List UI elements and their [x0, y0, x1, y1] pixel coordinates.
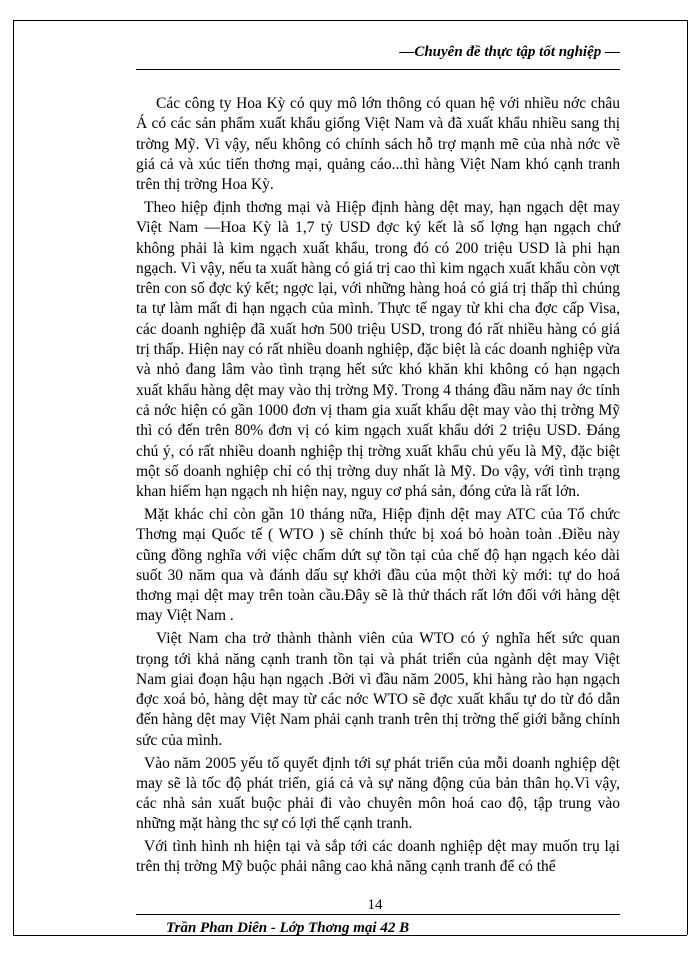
body-text	[136, 94, 620, 880]
page-border-left	[13, 20, 14, 935]
header-divider	[136, 69, 620, 70]
paragraph-5: Vào năm 2005 yếu tố quyết định tới sự phát triển của mỗi doanh nghiệp dệt may sẽ là tốc độ phát triển, giá cả và sự năng động của bản thân họ.Vì vậy, các nhà sản xuất buộc phải đi vào chuyên môn hoá cao độ, tập trung vào những mặt hàng thc sự có lợi thế cạnh tranh.	[136, 754, 620, 833]
paragraph-2: Theo hiệp định thơng mại và Hiệp định hàng dệt may, hạn ngạch dệt may Việt Nam —Hoa Kỳ là 1,7 tỷ USD đợc ký kết là số lợng hạn ngạch chứ không phải là kim ngạch xuất khẩu, trong đó có 200 triệu USD là phi hạn ngạch. Vì vậy, nếu ta xuất hàng có giá trị cao thì kim ngạch xuất khẩu còn vợt trên con số đợc ký kết; ngợc lại, với những hàng hoá có giá trị thấp thì chúng ta tự làm mất đi hạn ngạch của mình. Thực tế ngay từ khi cha đợc cấp Visa, các doanh nghiệp đã xuất hơn 500 triệu USD, trong đó rất nhiều hàng có giá trị thấp. Hiện nay có rất nhiều doanh nghiệp, đặc biệt là các doanh nghiệp vừa và nhỏ đang lâm vào tình trạng hết sức khó khăn khi không có hạn ngạch xuất khẩu hàng dệt may vào thị trờng Mỹ. Trong 4 tháng đầu năm nay ớc tính cả nớc hiện có gần 1000 đơn vị tham gia xuất khẩu dệt may vào thị trờng Mỹ thì có đến trên 80% đơn vị có kim ngạch xuất khẩu dới 2 triệu USD. Đáng chú ý, có rất nhiều doanh nghiệp thị trờng xuất khẩu chủ yếu là Mỹ, đặc biệt một số doanh nghiệp chỉ có thị trờng duy nhất là Mỹ. Do vậy, với tình trạng khan hiếm hạn ngạch nh hiện nay, nguy cơ phá sản, đóng cửa là rất lớn.	[136, 198, 620, 501]
page-number: 14	[367, 897, 383, 913]
footer-divider	[136, 914, 620, 915]
paragraph-1: Các công ty Hoa Kỳ có quy mô lớn thông có quan hệ với nhiều nớc châu Á có các sản phẩm xuất khẩu giống Việt Nam và đã xuất khẩu nhiều sang thị trờng Mỹ. Vì vậy, nếu không có chính sách hỗ trợ mạnh mẽ của nhà nớc về giá cả và xúc tiến thơng mại, quảng cáo...thì hàng Việt Nam khó cạnh tranh trên thị trờng Hoa Kỳ.	[136, 95, 620, 194]
header-title: —Chuyên đề thực tập tốt nghiệp —	[399, 44, 620, 60]
paragraph-4: Việt Nam cha trở thành thành viên của WTO có ý nghĩa hết sức quan trọng tới khả năng cạnh tranh tồn tại và phát triển của ngành dệt may Việt Nam giai đoạn hậu hạn ngạch .Bởi vì đầu năm 2005, khi hàng rào hạn ngạch đợc xoá bỏ, hàng dệt may từ các nớc WTO sẽ đợc xuất khẩu tự do từ đó dẫn đến hàng dệt may Việt Nam phải cạnh tranh trên thị trờng thế giới bằng chính sức của mình.	[136, 630, 620, 749]
page-border-top	[13, 20, 687, 21]
page-border-right	[687, 20, 688, 935]
footer-author: Trần Phan Diên - Lớp Thơng mại 42 B	[166, 920, 410, 936]
paragraph-3: Mặt khác chỉ còn gần 10 tháng nữa, Hiệp định dệt may ATC của Tổ chức Thơng mại Quốc tế ( WTO ) sẽ chính thức bị xoá bỏ hoàn toàn .Điều này cũng đồng nghĩa với việc chấm dứt sự tồn tại của chế độ hạn ngạch kéo dài suốt 30 năm qua và đánh dấu sự khởi đầu của một thời kỳ mới: tự do hoá thơng mại dệt may trên toàn cầu.Đây sẽ là thử thách rất lớn đối với hàng dệt may Việt Nam .	[136, 505, 620, 625]
paragraph-6: Với tình hình nh hiện tại và sắp tới các doanh nghiệp dệt may muốn trụ lại trên thị trờng Mỹ buộc phải nâng cao khả năng cạnh tranh để có thể	[136, 838, 620, 876]
